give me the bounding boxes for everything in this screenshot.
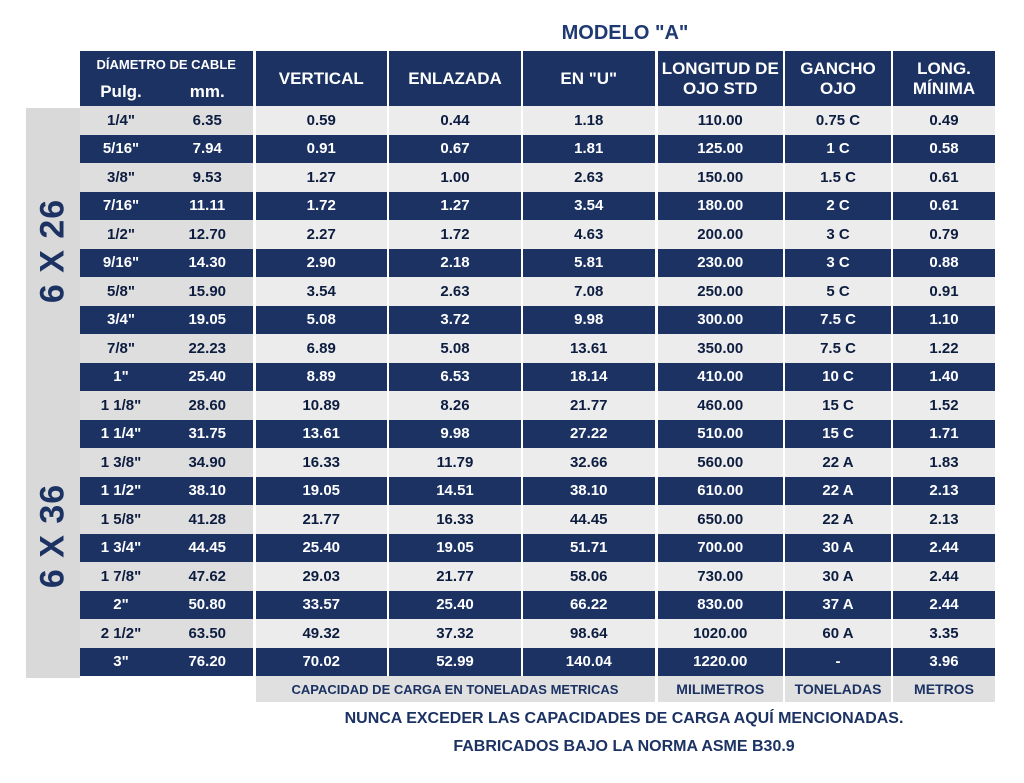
cell-vertical: 70.02: [254, 648, 388, 677]
table-row: [80, 619, 995, 648]
table-row: [80, 391, 995, 420]
cell-enlazada: 14.51: [388, 477, 522, 506]
cell-pulg: 1 1/2": [80, 477, 162, 506]
cell-pulg: 7/8": [80, 334, 162, 363]
cell-vertical: 21.77: [254, 505, 388, 534]
cell-mm: 63.50: [162, 619, 254, 648]
cell-gancho: 15 C: [784, 391, 892, 420]
footer-norma: FABRICADOS BAJO LA NORMA ASME B30.9: [453, 738, 795, 755]
cell-longitud: 700.00: [656, 534, 784, 563]
cell-long-min: 1.10: [892, 306, 995, 335]
capacity-table: [80, 51, 995, 702]
cell-enlazada: 8.26: [388, 391, 522, 420]
cell-vertical: 5.08: [254, 306, 388, 335]
cell-gancho: 22 A: [784, 448, 892, 477]
cell-vertical: 2.90: [254, 249, 388, 278]
units-capacidad: CAPACIDAD DE CARGA EN TONELADAS METRICAS: [254, 676, 656, 702]
header-longitud-line1: LONGITUD DE: [661, 58, 779, 78]
cell-enlazada: 1.27: [388, 192, 522, 221]
cell-en-u: 44.45: [522, 505, 656, 534]
cell-long-min: 1.71: [892, 420, 995, 449]
cell-gancho: 3 C: [784, 249, 892, 278]
cell-mm: 6.35: [162, 106, 254, 135]
cell-long-min: 0.61: [892, 163, 995, 192]
cell-gancho: 7.5 C: [784, 306, 892, 335]
cell-gancho: 22 A: [784, 477, 892, 506]
cell-en-u: 4.63: [522, 220, 656, 249]
cell-long-min: 3.35: [892, 619, 995, 648]
cell-long-min: 2.44: [892, 534, 995, 563]
table-row: [80, 163, 995, 192]
table-row: [80, 249, 995, 278]
cell-vertical: 33.57: [254, 591, 388, 620]
cell-en-u: 66.22: [522, 591, 656, 620]
cell-en-u: 7.08: [522, 277, 656, 306]
cell-long-min: 3.96: [892, 648, 995, 677]
header-enlazada: ENLAZADA: [388, 51, 522, 106]
cell-vertical: 1.72: [254, 192, 388, 221]
cell-enlazada: 37.32: [388, 619, 522, 648]
cell-longitud: 250.00: [656, 277, 784, 306]
cell-enlazada: 0.44: [388, 106, 522, 135]
cell-en-u: 2.63: [522, 163, 656, 192]
cell-longitud: 350.00: [656, 334, 784, 363]
cell-gancho: 37 A: [784, 591, 892, 620]
cell-long-min: 2.13: [892, 505, 995, 534]
cell-vertical: 29.03: [254, 562, 388, 591]
cell-gancho: 30 A: [784, 562, 892, 591]
cell-long-min: 0.58: [892, 135, 995, 164]
cell-enlazada: 2.18: [388, 249, 522, 278]
cell-longitud: 110.00: [656, 106, 784, 135]
cell-vertical: 0.91: [254, 135, 388, 164]
cell-long-min: 0.79: [892, 220, 995, 249]
cell-en-u: 9.98: [522, 306, 656, 335]
cell-gancho: 3 C: [784, 220, 892, 249]
cell-pulg: 1": [80, 363, 162, 392]
table-row: [80, 420, 995, 449]
cell-gancho: 1 C: [784, 135, 892, 164]
cell-pulg: 3/4": [80, 306, 162, 335]
cell-gancho: 5 C: [784, 277, 892, 306]
cell-mm: 11.11: [162, 192, 254, 221]
cell-longitud: 200.00: [656, 220, 784, 249]
cell-pulg: 1 1/8": [80, 391, 162, 420]
table-row: [80, 505, 995, 534]
cell-en-u: 140.04: [522, 648, 656, 677]
cell-gancho: -: [784, 648, 892, 677]
header-gancho: [784, 51, 892, 106]
cell-en-u: 51.71: [522, 534, 656, 563]
table-row: [80, 277, 995, 306]
cell-pulg: 1 1/4": [80, 420, 162, 449]
cell-en-u: 58.06: [522, 562, 656, 591]
header-gancho-line1: GANCHO: [800, 58, 876, 78]
cell-longitud: 125.00: [656, 135, 784, 164]
side-label-6x36: [26, 393, 80, 678]
cell-pulg: 3": [80, 648, 162, 677]
header-long-line2: MÍNIMA: [912, 78, 976, 98]
cell-long-min: 0.61: [892, 192, 995, 221]
table-row: [80, 306, 995, 335]
cell-mm: 7.94: [162, 135, 254, 164]
cell-gancho: 10 C: [784, 363, 892, 392]
cell-pulg: 2": [80, 591, 162, 620]
cell-vertical: 0.59: [254, 106, 388, 135]
cell-vertical: 3.54: [254, 277, 388, 306]
units-milimetros: MILIMETROS: [656, 676, 784, 702]
table-row: [80, 648, 995, 677]
cell-mm: 28.60: [162, 391, 254, 420]
side-label-6x36-text: 6 X 36: [33, 483, 72, 588]
cell-pulg: 5/16": [80, 135, 162, 164]
cell-long-min: 2.13: [892, 477, 995, 506]
cell-mm: 22.23: [162, 334, 254, 363]
cell-mm: 31.75: [162, 420, 254, 449]
cell-long-min: 0.91: [892, 277, 995, 306]
table-row: [80, 135, 995, 164]
cell-gancho: 22 A: [784, 505, 892, 534]
cell-longitud: 460.00: [656, 391, 784, 420]
header-en-u: EN "U": [522, 51, 656, 106]
cell-gancho: 1.5 C: [784, 163, 892, 192]
cell-pulg: 1/2": [80, 220, 162, 249]
cell-long-min: 1.40: [892, 363, 995, 392]
cell-en-u: 21.77: [522, 391, 656, 420]
cell-long-min: 2.44: [892, 562, 995, 591]
cell-en-u: 5.81: [522, 249, 656, 278]
cell-longitud: 730.00: [656, 562, 784, 591]
cell-longitud: 510.00: [656, 420, 784, 449]
cell-vertical: 19.05: [254, 477, 388, 506]
cell-mm: 34.90: [162, 448, 254, 477]
cell-pulg: 1/4": [80, 106, 162, 135]
cell-longitud: 1220.00: [656, 648, 784, 677]
header-long-minima: [892, 51, 995, 106]
cell-gancho: 15 C: [784, 420, 892, 449]
cell-longitud: 560.00: [656, 448, 784, 477]
cell-mm: 9.53: [162, 163, 254, 192]
page-title: MODELO "A": [561, 22, 689, 44]
cell-vertical: 2.27: [254, 220, 388, 249]
cell-vertical: 10.89: [254, 391, 388, 420]
cell-enlazada: 25.40: [388, 591, 522, 620]
cell-long-min: 0.49: [892, 106, 995, 135]
cell-long-min: 1.52: [892, 391, 995, 420]
cell-enlazada: 3.72: [388, 306, 522, 335]
cell-pulg: 1 3/8": [80, 448, 162, 477]
units-spacer: [80, 676, 254, 702]
cell-mm: 12.70: [162, 220, 254, 249]
cell-longitud: 830.00: [656, 591, 784, 620]
cell-vertical: 1.27: [254, 163, 388, 192]
cell-gancho: 60 A: [784, 619, 892, 648]
cell-enlazada: 1.72: [388, 220, 522, 249]
cell-pulg: 1 5/8": [80, 505, 162, 534]
header-gancho-line2: OJO: [820, 78, 856, 98]
cell-gancho: 0.75 C: [784, 106, 892, 135]
cell-mm: 19.05: [162, 306, 254, 335]
cell-vertical: 6.89: [254, 334, 388, 363]
cell-en-u: 3.54: [522, 192, 656, 221]
cell-mm: 41.28: [162, 505, 254, 534]
cell-enlazada: 52.99: [388, 648, 522, 677]
cell-pulg: 9/16": [80, 249, 162, 278]
cell-mm: 14.30: [162, 249, 254, 278]
header-long-line1: LONG.: [917, 58, 971, 78]
cell-pulg: 5/8": [80, 277, 162, 306]
cell-vertical: 8.89: [254, 363, 388, 392]
cell-mm: 25.40: [162, 363, 254, 392]
cell-enlazada: 19.05: [388, 534, 522, 563]
table-row: [80, 534, 995, 563]
table-row: [80, 334, 995, 363]
cell-gancho: 30 A: [784, 534, 892, 563]
cell-enlazada: 9.98: [388, 420, 522, 449]
side-label-6x26-text: 6 X 26: [33, 198, 72, 303]
cell-longitud: 1020.00: [656, 619, 784, 648]
cell-long-min: 1.83: [892, 448, 995, 477]
side-label-6x26: [26, 108, 80, 393]
cell-enlazada: 0.67: [388, 135, 522, 164]
units-metros: METROS: [892, 676, 995, 702]
table-row: [80, 220, 995, 249]
cell-longitud: 150.00: [656, 163, 784, 192]
cell-mm: 76.20: [162, 648, 254, 677]
cell-mm: 44.45: [162, 534, 254, 563]
cell-enlazada: 11.79: [388, 448, 522, 477]
cell-vertical: 25.40: [254, 534, 388, 563]
cell-longitud: 180.00: [656, 192, 784, 221]
cell-enlazada: 2.63: [388, 277, 522, 306]
table-row: [80, 477, 995, 506]
cell-longitud: 300.00: [656, 306, 784, 335]
cell-longitud: 410.00: [656, 363, 784, 392]
cell-en-u: 13.61: [522, 334, 656, 363]
cell-en-u: 18.14: [522, 363, 656, 392]
cell-pulg: 7/16": [80, 192, 162, 221]
cell-en-u: 98.64: [522, 619, 656, 648]
header-vertical: VERTICAL: [254, 51, 388, 106]
cell-enlazada: 6.53: [388, 363, 522, 392]
cell-longitud: 610.00: [656, 477, 784, 506]
cell-mm: 15.90: [162, 277, 254, 306]
cell-longitud: 230.00: [656, 249, 784, 278]
cell-gancho: 2 C: [784, 192, 892, 221]
cell-en-u: 38.10: [522, 477, 656, 506]
cell-en-u: 27.22: [522, 420, 656, 449]
header-diameter-group: DÍAMETRO DE CABLE: [80, 51, 254, 77]
header-longitud-line2: OJO STD: [682, 78, 758, 98]
cell-enlazada: 1.00: [388, 163, 522, 192]
cell-en-u: 32.66: [522, 448, 656, 477]
table-row: [80, 363, 995, 392]
cell-enlazada: 5.08: [388, 334, 522, 363]
header-longitud: [656, 51, 784, 106]
cell-long-min: 1.22: [892, 334, 995, 363]
cell-pulg: 1 7/8": [80, 562, 162, 591]
cell-long-min: 0.88: [892, 249, 995, 278]
table-row: [80, 106, 995, 135]
header-mm: mm.: [162, 77, 254, 106]
cell-gancho: 7.5 C: [784, 334, 892, 363]
cell-mm: 50.80: [162, 591, 254, 620]
footer-warning: NUNCA EXCEDER LAS CAPACIDADES DE CARGA AQUÍ MENCIONADAS.: [344, 710, 904, 727]
cell-pulg: 3/8": [80, 163, 162, 192]
cell-vertical: 13.61: [254, 420, 388, 449]
cell-pulg: 1 3/4": [80, 534, 162, 563]
cell-vertical: 16.33: [254, 448, 388, 477]
cell-enlazada: 16.33: [388, 505, 522, 534]
cell-mm: 47.62: [162, 562, 254, 591]
table-body: [80, 106, 995, 676]
header-pulg: Pulg.: [80, 77, 162, 106]
table-row: [80, 192, 995, 221]
cell-mm: 38.10: [162, 477, 254, 506]
cell-enlazada: 21.77: [388, 562, 522, 591]
cell-en-u: 1.18: [522, 106, 656, 135]
cell-long-min: 2.44: [892, 591, 995, 620]
units-toneladas: TONELADAS: [784, 676, 892, 702]
cell-pulg: 2 1/2": [80, 619, 162, 648]
table-row: [80, 562, 995, 591]
cell-longitud: 650.00: [656, 505, 784, 534]
cell-vertical: 49.32: [254, 619, 388, 648]
table-row: [80, 591, 995, 620]
cell-en-u: 1.81: [522, 135, 656, 164]
table-row: [80, 448, 995, 477]
